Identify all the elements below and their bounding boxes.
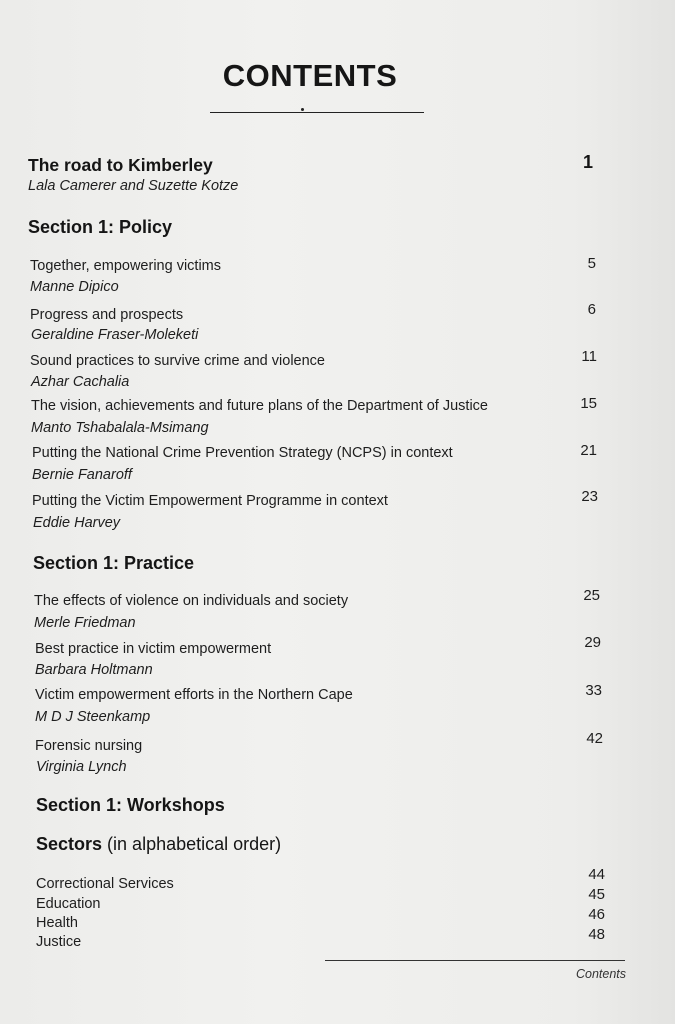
practice-entry-author: Merle Friedman <box>34 615 136 631</box>
policy-entry-author: Geraldine Fraser-Moleketi <box>31 327 199 343</box>
title-underline <box>210 112 424 113</box>
sector-item: Correctional Services <box>36 876 174 892</box>
sectors-subheading <box>36 834 281 855</box>
sector-item: Education <box>36 896 101 912</box>
practice-entry-title: Victim empowerment efforts in the Northern Cape <box>35 687 353 703</box>
section-heading-policy: Section 1: Policy <box>28 217 173 237</box>
section-heading-practice: Section 1: Practice <box>33 553 195 573</box>
sectors-label: Sectors <box>36 834 103 854</box>
lead-entry-title: The road to Kimberley <box>28 155 213 175</box>
underline-dot <box>301 108 304 111</box>
practice-entry-author: Virginia Lynch <box>36 759 127 775</box>
policy-entry-author: Manto Tshabalala-Msimang <box>31 420 209 436</box>
policy-entry-title: The vision, achievements and future plans of the Department of Justice <box>31 398 488 414</box>
policy-entry-title: Progress and prospects <box>30 307 184 323</box>
practice-entry-author: Barbara Holtmann <box>35 662 153 678</box>
sector-page: 44 <box>588 866 605 883</box>
sector-page: 45 <box>588 886 605 903</box>
policy-entry-title: Putting the Victim Empowerment Programme in context <box>32 493 388 509</box>
policy-entry-author: Manne Dipico <box>30 279 119 295</box>
practice-entry-page: 33 <box>585 682 602 699</box>
sector-item: Justice <box>36 934 82 950</box>
policy-entry-title: Sound practices to survive crime and violence <box>30 353 325 369</box>
practice-entry-title: The effects of violence on individuals and society <box>34 593 349 609</box>
sector-page: 48 <box>588 926 605 943</box>
policy-entry-title: Putting the National Crime Prevention Strategy (NCPS) in context <box>32 445 453 461</box>
policy-entry-title: Together, empowering victims <box>30 258 221 274</box>
practice-entry-title: Best practice in victim empowerment <box>35 641 272 657</box>
lead-entry-page: 1 <box>582 152 593 172</box>
policy-entry-page: 5 <box>587 255 596 272</box>
policy-entry-page: 11 <box>581 348 597 365</box>
policy-entry-author: Bernie Fanaroff <box>32 467 132 483</box>
page-title: CONTENTS <box>222 58 398 93</box>
policy-entry-author: Eddie Harvey <box>33 515 121 531</box>
policy-entry-page: 23 <box>581 488 598 505</box>
section-heading-workshops: Section 1: Workshops <box>36 795 225 815</box>
practice-entry-page: 29 <box>584 634 601 651</box>
footer-rule <box>325 960 625 961</box>
sector-item: Health <box>36 915 78 931</box>
running-footer: Contents <box>575 967 626 981</box>
practice-entry-author: M D J Steenkamp <box>35 709 151 725</box>
sector-page: 46 <box>588 906 605 923</box>
practice-entry-page: 42 <box>586 730 603 747</box>
lead-entry-author: Lala Camerer and Suzette Kotze <box>28 178 239 194</box>
policy-entry-page: 21 <box>580 442 597 459</box>
policy-entry-page: 15 <box>580 395 597 412</box>
practice-entry-title: Forensic nursing <box>35 738 143 754</box>
practice-entry-page: 25 <box>583 587 600 604</box>
policy-entry-author: Azhar Cachalia <box>31 374 130 390</box>
sectors-qualifier: (in alphabetical order) <box>102 834 282 854</box>
policy-entry-page: 6 <box>587 301 596 318</box>
